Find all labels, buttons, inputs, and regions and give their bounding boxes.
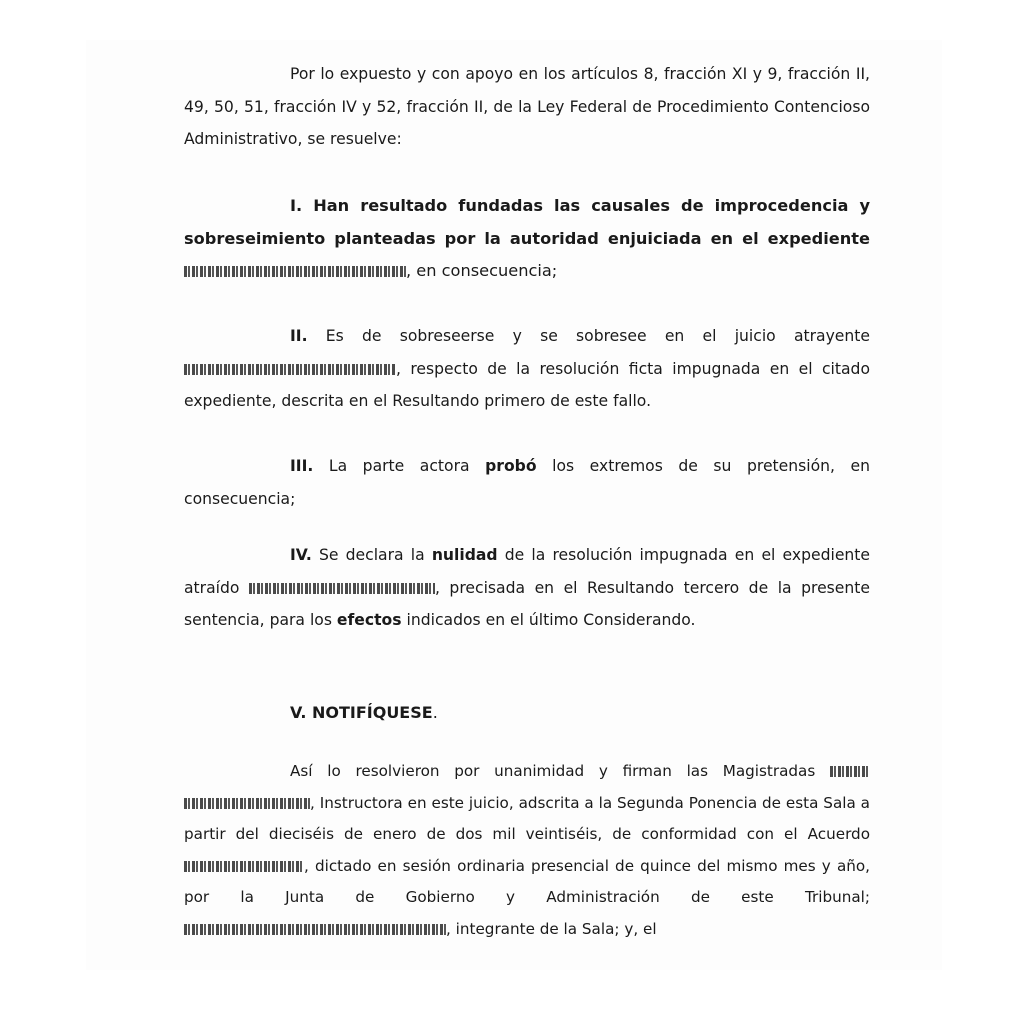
closing-t2: , Instructora en este juicio, adscrita a la Segunda Ponencia de esta Sala a partir del dieciséis de enero de dos mil veintiséis, de conformidad con el Acuerdo bbox=[184, 793, 870, 843]
resolutivo-2-text: Es de sobreseerse y se sobresee en el juicio atrayente bbox=[307, 327, 870, 345]
resolutivo-4-t3: , precisada en el Resultando tercero de la presente sentencia, para los bbox=[184, 578, 870, 629]
redacted-juicio-atrayente bbox=[184, 364, 396, 375]
closing-t4: , integrante de la Sala; y, el bbox=[446, 919, 657, 938]
redacted-magistrada-1b bbox=[184, 798, 310, 809]
resolutivo-4-t1: Se declara la bbox=[311, 546, 432, 564]
resolutivo-2-after: , respecto de la resolución ficta impugnada en el citado expediente, descrita en el Resultando primero de este fallo. bbox=[184, 359, 870, 410]
resolutivo-1 bbox=[184, 190, 870, 288]
resolutivo-3-num: III. bbox=[290, 457, 314, 475]
resolutivo-2-num: II. bbox=[290, 327, 308, 345]
resolutivo-4-num: IV. bbox=[290, 546, 312, 564]
resolutivo-4-bold2: efectos bbox=[336, 611, 402, 629]
closing-t1: Así lo resolvieron por unanimidad y firman las Magistradas bbox=[290, 762, 816, 780]
resolutivo-2 bbox=[184, 320, 870, 418]
resolutivo-4-t4: indicados en el último Considerando. bbox=[401, 611, 696, 629]
notifiquese-label: V. NOTIFÍQUESE bbox=[290, 703, 433, 722]
redacted-magistrada-1a bbox=[830, 766, 870, 777]
closing-paragraph bbox=[184, 756, 870, 945]
closing-t3: , dictado en sesión ordinaria presencial de quince del mismo mes y año, por la Junta de Gobierno y Administración de este Tribunal; bbox=[184, 856, 870, 906]
intro-paragraph: Por lo expuesto y con apoyo en los artículos 8, fracción XI y 9, fracción II, 49, 50, 51, fracción IV y 52, fracción II, de la Ley Federal de Procedimiento Contencioso Administrativo, se resuelve: bbox=[184, 65, 870, 148]
resolutivo-4-bold1: nulidad bbox=[431, 546, 498, 564]
notifiquese-dot: . bbox=[432, 703, 438, 722]
resolutivo-3-bold: probó bbox=[485, 457, 537, 475]
redacted-magistrada-2 bbox=[184, 924, 446, 935]
resolutivo-3-t2: los extremos de su pretensión, en consecuencia; bbox=[184, 457, 870, 508]
resolutivo-4-t2: de la resolución impugnada en el expediente atraído bbox=[184, 546, 870, 597]
redacted-expediente-atraido bbox=[249, 583, 435, 594]
redacted-expediente-1 bbox=[184, 266, 406, 277]
resolutivo-1-text: I. Han resultado fundadas las causales de improcedencia y sobreseimiento planteadas por la autoridad enjuiciada en el expediente bbox=[184, 196, 870, 248]
resolutivo-5 bbox=[290, 703, 438, 722]
resolutivo-1-after: , en consecuencia; bbox=[406, 261, 558, 280]
resolutivo-3 bbox=[184, 450, 870, 515]
resolutivo-3-t1: La parte actora bbox=[313, 457, 486, 475]
resolutivo-4 bbox=[184, 539, 870, 637]
redacted-acuerdo bbox=[184, 861, 304, 872]
